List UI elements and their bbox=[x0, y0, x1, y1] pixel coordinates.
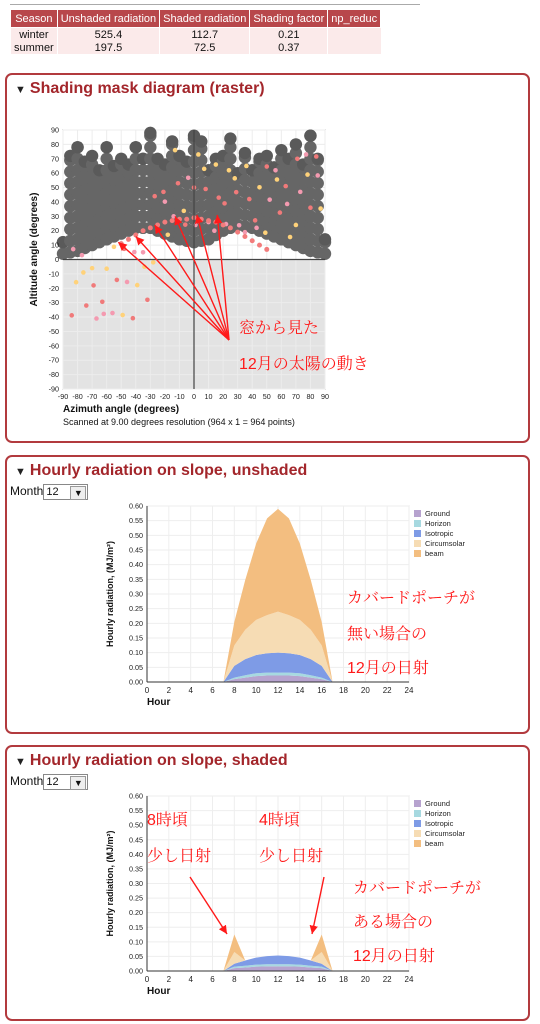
x-tick-label: 6 bbox=[210, 686, 215, 695]
sun-position-dot bbox=[305, 172, 310, 177]
column-header: Season bbox=[11, 10, 58, 28]
sun-position-dot bbox=[202, 167, 207, 172]
y-tick-label: 0.55 bbox=[129, 516, 143, 526]
sun-position-dot bbox=[288, 235, 293, 240]
y-tick-label: 10 bbox=[51, 240, 59, 250]
x-tick-label: 16 bbox=[317, 686, 327, 695]
sun-position-dot bbox=[166, 232, 171, 237]
unshaded-radiation-panel bbox=[5, 455, 530, 734]
y-tick-label: -60 bbox=[48, 341, 59, 351]
table-cell: 525.4 bbox=[57, 28, 159, 42]
obstruction-dot bbox=[144, 141, 156, 153]
month-label: Month bbox=[10, 484, 44, 499]
sun-position-dot bbox=[131, 316, 136, 321]
scan-caption: Scanned at 9.00 degrees resolution (964 x 1 = 964 points) bbox=[63, 417, 295, 427]
sun-position-dot bbox=[253, 218, 258, 223]
sun-position-dot bbox=[275, 177, 280, 182]
y-tick-label: 0.30 bbox=[129, 879, 143, 888]
legend-swatch bbox=[414, 830, 421, 837]
y-tick-label: -40 bbox=[48, 312, 59, 322]
legend-swatch bbox=[414, 800, 421, 807]
x-tick-label: 40 bbox=[248, 392, 257, 401]
x-tick-label: 20 bbox=[219, 392, 228, 401]
x-tick-label: 10 bbox=[251, 686, 261, 695]
sun-position-dot bbox=[81, 270, 86, 275]
x-tick-label: 8 bbox=[232, 975, 237, 984]
sun-path-dot bbox=[242, 234, 247, 239]
sun-position-dot bbox=[84, 303, 89, 308]
x-tick-label: 20 bbox=[360, 686, 370, 695]
legend-swatch bbox=[414, 840, 421, 847]
x-tick-label: -10 bbox=[174, 392, 185, 401]
legend-swatch bbox=[414, 510, 421, 517]
x-tick-label: 8 bbox=[232, 686, 237, 695]
obstruction-dot bbox=[312, 177, 324, 189]
sun-position-dot bbox=[308, 205, 313, 210]
x-tick-label: 4 bbox=[188, 975, 193, 984]
y-tick-label: 0.40 bbox=[129, 849, 143, 859]
obstruction-dot bbox=[224, 153, 236, 165]
sun-path-dot bbox=[206, 218, 211, 223]
sun-position-dot bbox=[100, 300, 105, 305]
y-tick-label: 0.50 bbox=[129, 530, 143, 540]
x-tick-label: 60 bbox=[277, 392, 286, 401]
y-tick-label: 30 bbox=[51, 211, 59, 221]
y-tick-label: 0.25 bbox=[129, 893, 143, 903]
x-tick-label: 2 bbox=[166, 686, 172, 695]
collapse-triangle-icon[interactable]: ▼ bbox=[15, 466, 26, 478]
sun-position-dot bbox=[135, 283, 140, 288]
sun-position-dot bbox=[112, 245, 117, 250]
x-tick-label: 16 bbox=[317, 975, 327, 984]
x-tick-label: 90 bbox=[321, 392, 329, 401]
sun-path-dot bbox=[221, 222, 226, 227]
x-tick-label: 18 bbox=[339, 975, 348, 984]
sun-position-dot bbox=[69, 313, 74, 318]
sun-path-dot bbox=[264, 247, 269, 252]
sun-position-dot bbox=[222, 201, 227, 206]
sun-position-dot bbox=[104, 266, 109, 271]
sun-position-dot bbox=[94, 316, 99, 321]
x-tick-label: 12 bbox=[273, 975, 283, 984]
sun-position-dot bbox=[186, 175, 191, 180]
x-axis-label: Hour bbox=[147, 986, 171, 997]
sun-path-dot bbox=[126, 237, 131, 242]
obstruction-dot bbox=[312, 223, 324, 235]
x-tick-label: -50 bbox=[116, 392, 127, 401]
y-tick-label: 0.15 bbox=[129, 922, 143, 932]
table-cell bbox=[328, 41, 381, 54]
legend-label: Circumsolar bbox=[425, 539, 466, 548]
x-tick-label: 2 bbox=[166, 975, 172, 984]
x-tick-label: -20 bbox=[159, 392, 171, 401]
sun-position-dot bbox=[182, 209, 187, 214]
sun-position-dot bbox=[214, 162, 219, 167]
y-tick-label: 0.05 bbox=[129, 662, 143, 672]
sun-path-dot bbox=[162, 220, 167, 225]
obstruction-dot bbox=[319, 248, 331, 260]
y-tick-label: 0.40 bbox=[129, 560, 143, 570]
sun-position-dot bbox=[74, 280, 79, 285]
x-tick-label: -80 bbox=[72, 392, 83, 401]
month-label: Month bbox=[10, 774, 44, 789]
sun-position-dot bbox=[227, 168, 232, 173]
sun-position-dot bbox=[145, 297, 150, 302]
legend-label: Ground bbox=[425, 799, 451, 808]
annotation-text: 12月の太陽の動き bbox=[239, 356, 369, 373]
annotation-text: ある場合の bbox=[353, 914, 434, 931]
sun-position-dot bbox=[298, 190, 303, 195]
chevron-down-icon[interactable]: ▼ bbox=[70, 776, 86, 790]
y-tick-label: 0.00 bbox=[129, 966, 143, 976]
column-header: Unshaded radiation bbox=[57, 10, 159, 28]
sun-position-dot bbox=[294, 223, 299, 228]
panel-title[interactable]: ▼ Shading mask diagram (raster) bbox=[15, 80, 265, 97]
x-tick-label: 22 bbox=[382, 686, 392, 695]
legend-swatch bbox=[414, 820, 421, 827]
y-tick-label: 0.50 bbox=[129, 820, 143, 830]
shaded-radiation-chart bbox=[7, 747, 524, 1015]
sun-position-dot bbox=[196, 152, 201, 157]
y-tick-label: -70 bbox=[48, 355, 59, 365]
sun-position-dot bbox=[71, 247, 76, 252]
legend-swatch bbox=[414, 520, 421, 527]
y-tick-label: 0.15 bbox=[129, 633, 143, 643]
y-tick-label: 0.55 bbox=[129, 806, 143, 816]
sun-position-dot bbox=[120, 313, 125, 318]
sun-path-dot bbox=[235, 230, 240, 235]
shading-mask-panel bbox=[5, 73, 530, 443]
sun-position-dot bbox=[173, 148, 178, 153]
season-table-header bbox=[11, 10, 381, 28]
y-tick-label: 0.35 bbox=[129, 574, 143, 584]
y-tick-label: 70 bbox=[51, 154, 59, 164]
sun-position-dot bbox=[283, 184, 288, 189]
x-tick-label: 14 bbox=[295, 686, 305, 695]
sun-position-dot bbox=[263, 230, 268, 235]
obstruction-dot bbox=[71, 141, 83, 153]
sun-position-dot bbox=[278, 210, 283, 215]
annotation-text: 12月の日射 bbox=[347, 660, 429, 677]
month-select[interactable]: 12 ▼ bbox=[43, 774, 88, 790]
y-tick-label: 40 bbox=[51, 197, 59, 207]
y-tick-label: 0.20 bbox=[129, 908, 143, 918]
column-header: Shaded radiation bbox=[160, 10, 250, 28]
sun-position-dot bbox=[318, 206, 323, 211]
obstruction-dot bbox=[130, 141, 142, 153]
season-table bbox=[10, 9, 381, 54]
table-cell: 0.21 bbox=[250, 28, 328, 42]
sun-position-dot bbox=[273, 168, 278, 173]
x-tick-label: 0 bbox=[144, 686, 150, 695]
y-tick-label: 20 bbox=[51, 226, 59, 236]
sun-path-dot bbox=[199, 217, 204, 222]
x-axis-label: Hour bbox=[147, 697, 171, 708]
x-tick-label: -30 bbox=[145, 392, 156, 401]
annotation-text: 少し日射 bbox=[147, 848, 212, 865]
unshaded-radiation-chart bbox=[7, 457, 524, 728]
x-axis-label: Azimuth angle (degrees) bbox=[63, 404, 180, 415]
x-tick-label: -90 bbox=[57, 392, 69, 401]
legend-label: Circumsolar bbox=[425, 829, 466, 838]
sun-position-dot bbox=[285, 202, 290, 207]
sun-path-dot bbox=[184, 217, 189, 222]
legend-label: Horizon bbox=[425, 809, 451, 818]
sun-position-dot bbox=[247, 197, 252, 202]
column-header: np_reduc bbox=[328, 10, 381, 28]
sun-position-dot bbox=[232, 176, 237, 181]
x-tick-label: 6 bbox=[210, 975, 215, 984]
annotation-text: 無い場合の bbox=[347, 626, 428, 643]
x-tick-label: 0 bbox=[144, 975, 150, 984]
sun-position-dot bbox=[264, 164, 269, 169]
x-tick-label: -40 bbox=[130, 392, 141, 401]
obstruction-dot bbox=[304, 130, 316, 142]
sun-position-dot bbox=[243, 230, 248, 235]
sun-path-dot bbox=[228, 225, 233, 230]
legend-label: beam bbox=[425, 839, 444, 848]
obstruction-dot bbox=[304, 141, 316, 153]
table-cell: winter bbox=[11, 28, 58, 42]
legend-label: Isotropic bbox=[425, 819, 454, 828]
y-tick-label: 0.00 bbox=[129, 677, 143, 687]
sun-position-dot bbox=[244, 164, 249, 169]
shaded-radiation-panel bbox=[5, 745, 530, 1021]
obstruction-dot bbox=[239, 147, 251, 159]
y-tick-label: 0.30 bbox=[129, 589, 143, 599]
annotation-text: 窓から見た bbox=[239, 320, 320, 337]
y-tick-label: 80 bbox=[51, 139, 59, 149]
sun-path-dot bbox=[148, 225, 153, 230]
y-tick-label: -90 bbox=[48, 384, 59, 394]
legend-label: Horizon bbox=[425, 519, 451, 528]
sun-position-dot bbox=[176, 181, 181, 186]
annotation-text: 4時頃 bbox=[259, 812, 300, 829]
month-select[interactable]: 12 ▼ bbox=[43, 484, 88, 500]
sun-position-dot bbox=[115, 278, 120, 283]
y-axis-label: Hourly radiation, (MJ/m²) bbox=[105, 540, 115, 648]
legend-label: Isotropic bbox=[425, 529, 454, 538]
sun-path-dot bbox=[250, 238, 255, 243]
sun-position-dot bbox=[110, 311, 115, 316]
legend-swatch bbox=[414, 530, 421, 537]
annotation-text: カバードポーチが bbox=[347, 590, 476, 607]
x-tick-label: -70 bbox=[86, 392, 98, 401]
legend-label: beam bbox=[425, 549, 444, 558]
table-row bbox=[11, 41, 381, 54]
shading-mask-chart bbox=[7, 75, 524, 437]
obstruction-dot bbox=[144, 127, 156, 139]
sun-position-dot bbox=[163, 199, 168, 204]
sun-position-dot bbox=[314, 154, 319, 159]
sun-position-dot bbox=[151, 260, 156, 265]
table-cell: 112.7 bbox=[160, 28, 250, 42]
obstruction-dot bbox=[100, 141, 112, 153]
x-tick-label: 10 bbox=[251, 975, 261, 984]
y-tick-label: 0.05 bbox=[129, 951, 143, 961]
table-row bbox=[11, 28, 381, 42]
table-cell bbox=[328, 28, 381, 42]
y-tick-label: 0 bbox=[55, 255, 59, 264]
y-tick-label: 0.20 bbox=[129, 618, 143, 628]
sun-position-dot bbox=[125, 280, 130, 285]
sun-position-dot bbox=[132, 250, 137, 255]
sun-position-dot bbox=[295, 156, 300, 161]
x-tick-label: 70 bbox=[291, 392, 300, 401]
y-tick-label: 0.60 bbox=[129, 501, 143, 511]
obstruction-dot bbox=[312, 189, 324, 201]
x-tick-label: 30 bbox=[233, 392, 242, 401]
sun-position-dot bbox=[304, 152, 309, 157]
column-header: Shading factor bbox=[250, 10, 328, 28]
x-tick-label: 24 bbox=[404, 975, 414, 984]
chevron-down-icon[interactable]: ▼ bbox=[70, 486, 86, 500]
y-tick-label: -20 bbox=[48, 283, 59, 293]
x-tick-label: 10 bbox=[204, 392, 213, 401]
panel-title[interactable]: ▼ Hourly radiation on slope, unshaded bbox=[15, 462, 308, 479]
x-tick-label: 50 bbox=[262, 392, 271, 401]
legend-swatch bbox=[414, 540, 421, 547]
y-tick-label: 0.10 bbox=[129, 648, 143, 658]
x-tick-label: 24 bbox=[404, 686, 414, 695]
y-tick-label: 0.10 bbox=[129, 937, 143, 947]
y-axis-label: Hourly radiation, (MJ/m²) bbox=[105, 830, 115, 937]
y-tick-label: -30 bbox=[48, 298, 59, 308]
annotation-text: 8時頃 bbox=[147, 812, 188, 829]
x-tick-label: 80 bbox=[306, 392, 315, 401]
legend-swatch bbox=[414, 810, 421, 817]
obstruction-dot bbox=[312, 212, 324, 224]
y-tick-label: -10 bbox=[48, 269, 59, 279]
sun-position-dot bbox=[101, 312, 106, 317]
sun-position-dot bbox=[234, 190, 239, 195]
y-tick-label: 60 bbox=[51, 168, 59, 178]
obstruction-dot bbox=[224, 132, 236, 144]
y-tick-label: 0.25 bbox=[129, 604, 143, 614]
sun-position-dot bbox=[161, 190, 166, 195]
y-tick-label: 50 bbox=[51, 183, 59, 193]
sun-path-dot bbox=[257, 243, 262, 248]
y-tick-label: -80 bbox=[48, 370, 59, 380]
x-tick-label: 12 bbox=[273, 686, 283, 695]
y-tick-label: 0.45 bbox=[129, 545, 143, 555]
y-axis-label: Altitude angle (degrees) bbox=[29, 192, 40, 307]
x-tick-label: 14 bbox=[295, 975, 305, 984]
sun-position-dot bbox=[237, 223, 242, 228]
sun-position-dot bbox=[91, 283, 96, 288]
sun-position-dot bbox=[152, 194, 157, 199]
obstruction-dot bbox=[261, 150, 273, 162]
obstruction-dot bbox=[312, 153, 324, 165]
x-tick-label: 4 bbox=[188, 686, 193, 695]
x-tick-label: 22 bbox=[382, 975, 392, 984]
sun-position-dot bbox=[267, 197, 272, 202]
x-tick-label: -60 bbox=[101, 392, 112, 401]
sun-path-dot bbox=[141, 228, 146, 233]
table-cell: 197.5 bbox=[57, 41, 159, 54]
sun-position-dot bbox=[257, 185, 262, 190]
obstruction-dot bbox=[319, 233, 331, 245]
panel-title[interactable]: ▼ Hourly radiation on slope, shaded bbox=[15, 752, 288, 769]
annotation-text: 12月の日射 bbox=[353, 948, 435, 965]
obstruction-dot bbox=[195, 135, 207, 147]
y-tick-label: 0.45 bbox=[129, 835, 143, 845]
sun-position-dot bbox=[216, 195, 221, 200]
y-tick-label: 0.35 bbox=[129, 864, 143, 874]
table-cell: 0.37 bbox=[250, 41, 328, 54]
sun-position-dot bbox=[90, 266, 95, 271]
table-cell: 72.5 bbox=[160, 41, 250, 54]
y-tick-label: 90 bbox=[51, 125, 59, 135]
obstruction-dot bbox=[86, 150, 98, 162]
scroll-bar-strip bbox=[10, 0, 420, 5]
obstruction-dot bbox=[312, 200, 324, 212]
obstruction-dot bbox=[290, 138, 302, 150]
sun-position-dot bbox=[254, 226, 259, 231]
sun-position-dot bbox=[203, 187, 208, 192]
collapse-triangle-icon[interactable]: ▼ bbox=[15, 756, 26, 768]
y-tick-label: 0.60 bbox=[129, 791, 143, 801]
x-tick-label: 0 bbox=[192, 392, 196, 401]
collapse-triangle-icon[interactable]: ▼ bbox=[15, 84, 26, 96]
obstruction-dot bbox=[166, 135, 178, 147]
sun-position-dot bbox=[315, 173, 320, 178]
legend-label: Ground bbox=[425, 509, 451, 518]
legend-swatch bbox=[414, 550, 421, 557]
sun-position-dot bbox=[212, 228, 217, 233]
sun-position-dot bbox=[141, 250, 146, 255]
sun-position-dot bbox=[183, 222, 188, 227]
sun-path-dot bbox=[170, 218, 175, 223]
annotation-text: カバードポーチが bbox=[353, 880, 482, 897]
sun-position-dot bbox=[80, 253, 85, 258]
table-cell: summer bbox=[11, 41, 58, 54]
annotation-text: 少し日射 bbox=[259, 848, 324, 865]
y-tick-label: -50 bbox=[48, 326, 59, 336]
x-tick-label: 20 bbox=[360, 975, 370, 984]
x-tick-label: 18 bbox=[339, 686, 348, 695]
